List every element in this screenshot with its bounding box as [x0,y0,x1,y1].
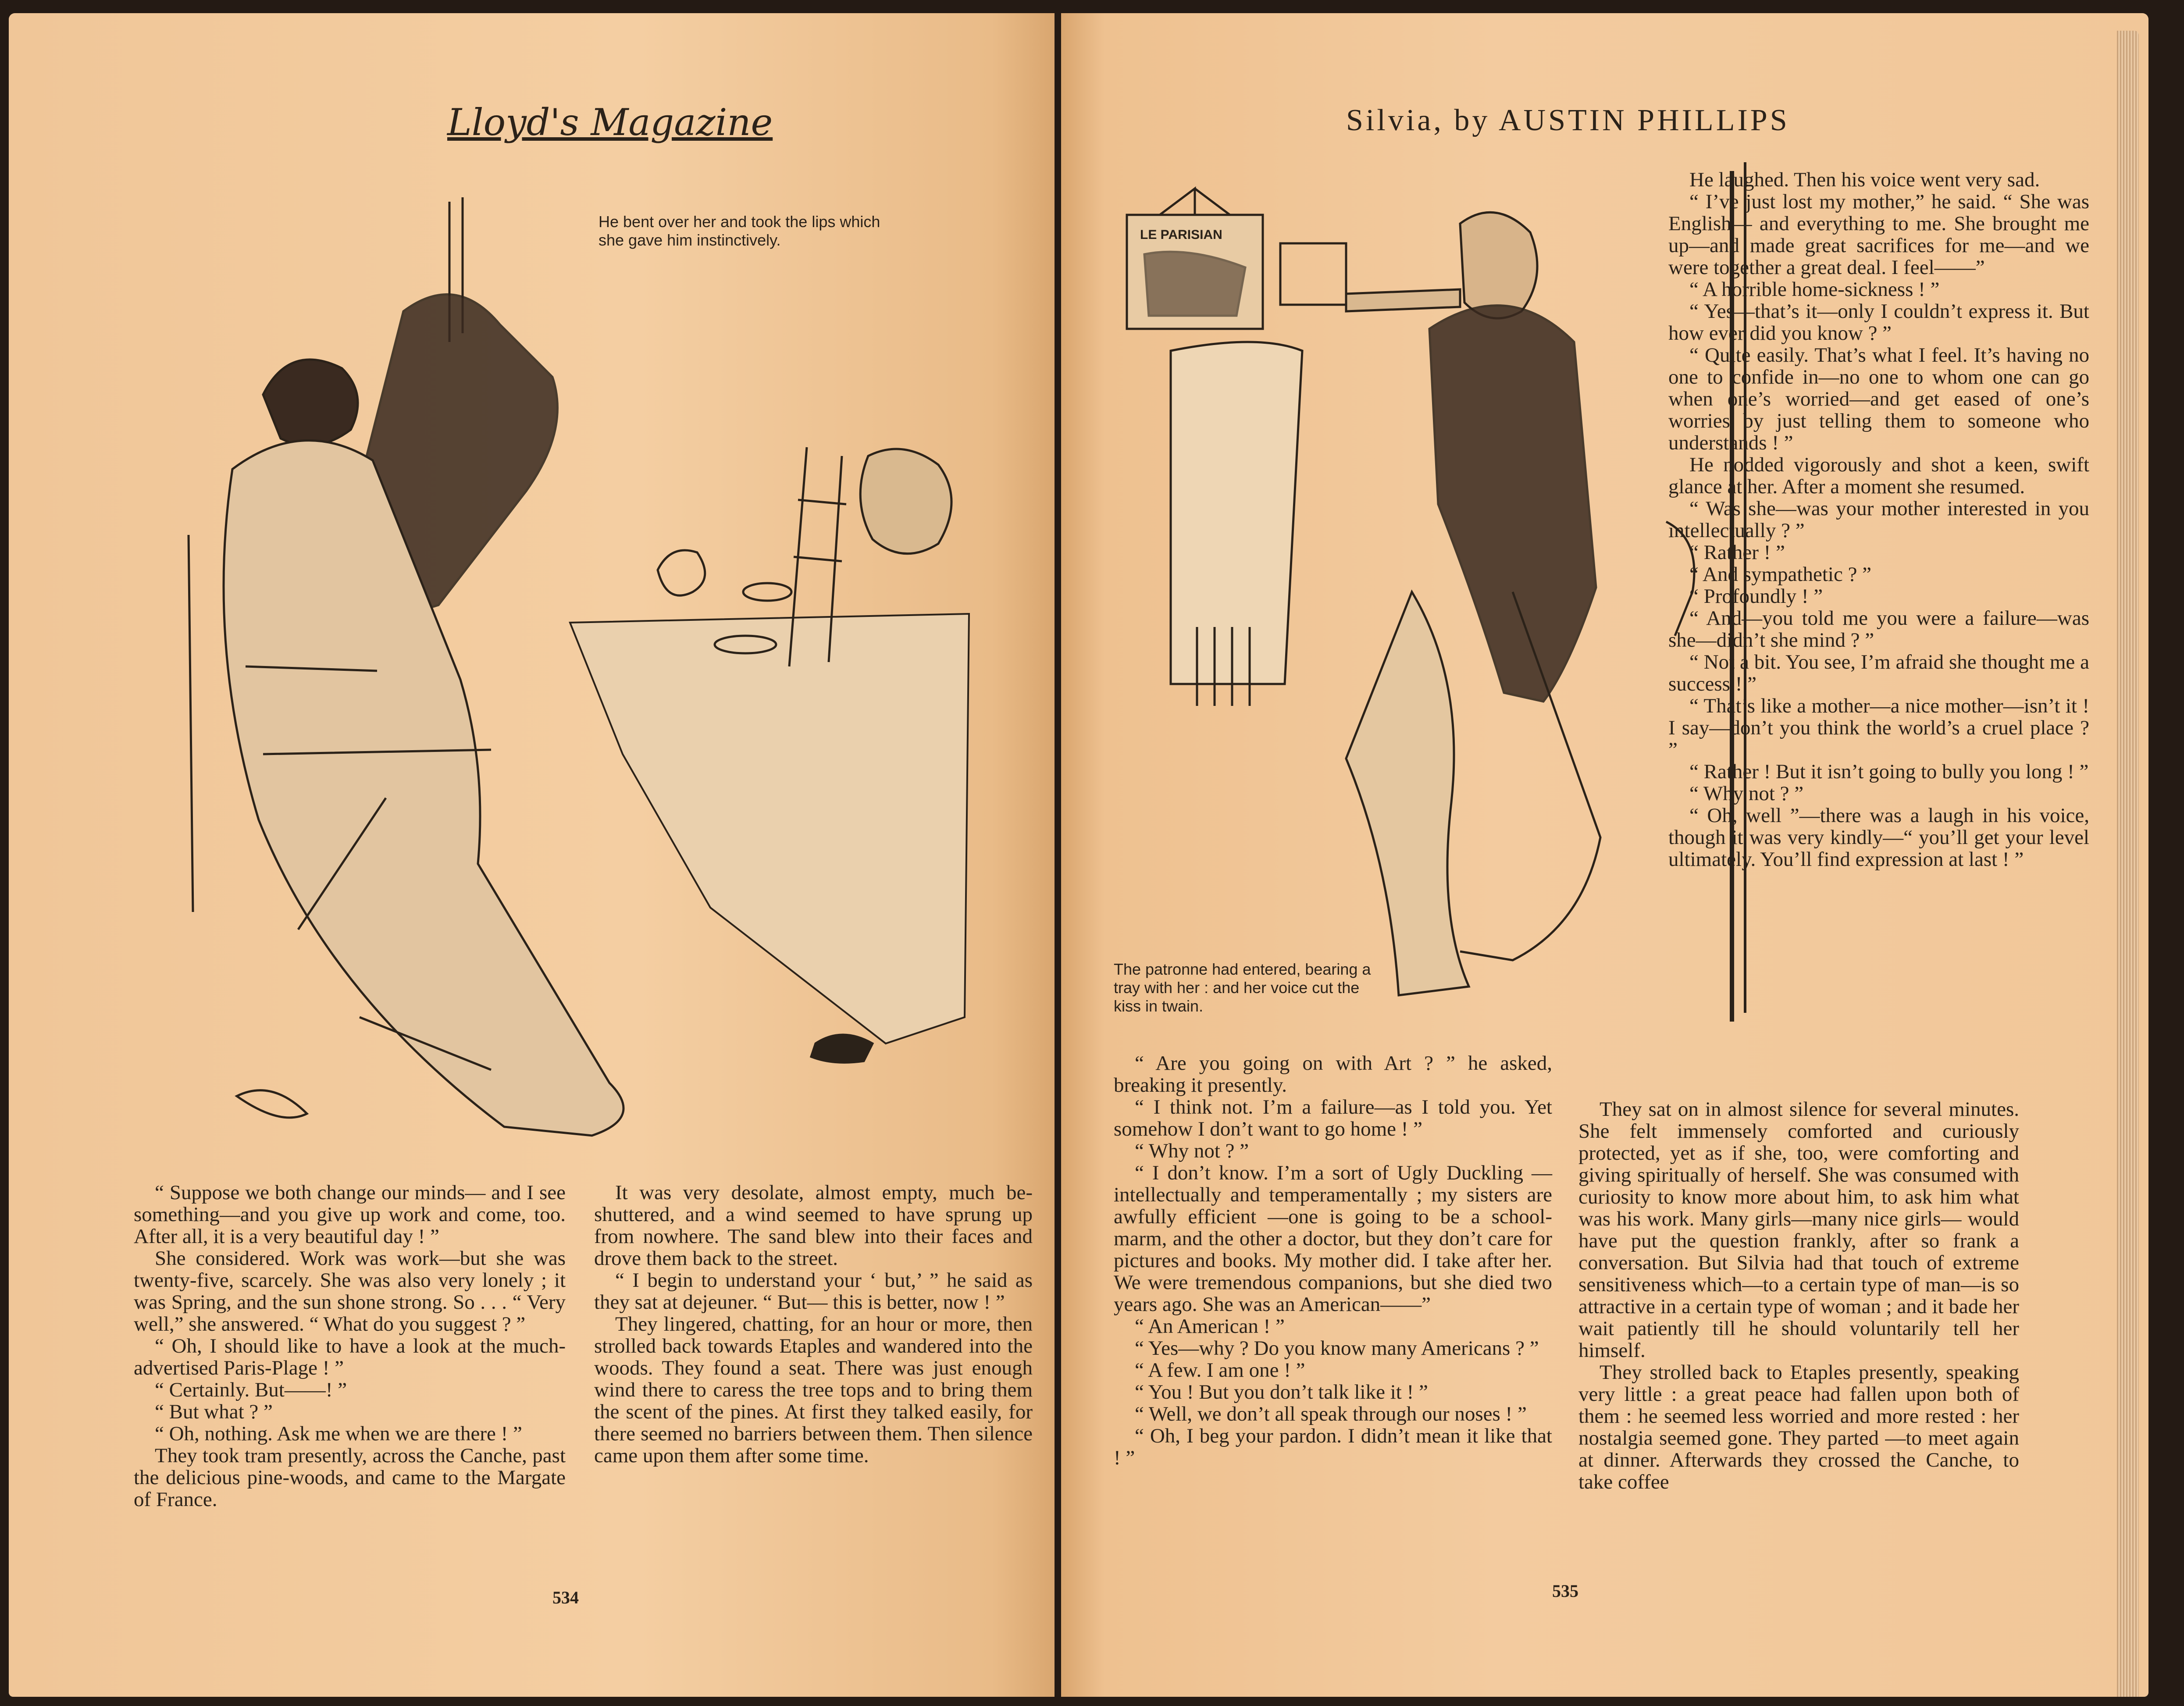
left-column-1 [134,1182,566,1510]
illustration-caption: He bent over her and took the lips which she gave him instinctively. [599,213,880,249]
paragraph: “ Yes—that’s it—only I couldn’t express it. But how ever did you know ? ” [1668,300,2089,345]
paragraph: “ I’ve just lost my mother,” he said. “ She was English— and everything to me. She brought me up—and made great sacrifices for me—and we were together a great deal. I feel——” [1668,190,2089,279]
paragraph: They took tram presently, across the Canche, past the delicious pine-woods, and came to the Margate of France. [134,1444,566,1511]
kiss-illustration [140,184,973,1162]
paragraph: “ Not a bit. You see, I’m afraid she thought me a success ! ” [1668,651,2089,695]
paragraph: “ An American ! ” [1135,1315,1285,1338]
paragraph: “ Yes—why ? Do you know many Americans ? ” [1135,1337,1539,1360]
paragraph: “ I don’t know. I’m a sort of Ugly Duckling — intellectually and temperamentally ; my sisters are awfully efficient —one is going to be a school-marm, and the other a doctor, but they don’t care for pictures and books. My mother did. I take after her. We were tremendous companions, but she died two years ago. She was an American——” [1114,1161,1552,1316]
paragraph: “ You ! But you don’t talk like it ! ” [1135,1381,1428,1403]
right-page [1061,13,2148,1697]
paragraph: “ And—you told me you were a failure—was she—didn’t she mind ? ” [1668,607,2089,652]
illustration-caption: The patronne had entered, bearing a tray with her : and her voice cut the kiss in twain. [1114,960,1371,1015]
magazine-title: Lloyd's Magazine [447,101,773,144]
paragraph: “ Are you going on with Art ? ” he asked, breaking it presently. [1114,1052,1552,1097]
paragraph: “ Suppose we both change our minds— and I see something—and you give up work and come, too. After all, it is a very beautiful day ! ” [134,1181,566,1248]
poster-sign-text: LE PARISIAN [1140,228,1222,242]
paragraph: “ That’s like a mother—a nice mother—isn’t it ! I say—don’t you think the world’s a cruel place ? ” [1668,695,2089,761]
paragraph: She considered. Work was work—but she was twenty-five, scarcely. She was also very lonely ; it was Spring, and the sun shone strong. So . . . “ Very well,” she answered. “ What do you suggest ? ” [134,1247,566,1336]
page-number: 535 [1552,1581,1578,1601]
left-column-2 [594,1182,1033,1467]
paragraph: “ I think not. I’m a failure—as I told you. Yet somehow I don’t want to go home ! ” [1114,1096,1552,1140]
paragraph: They sat on in almost silence for several minutes. She felt immensely comforted and curiously protected, yet as if she, too, were comforting and giving spiritually of herself. She was consumed with curiosity to know more about him, to ask him what was his work. Many girls—many nice girls— would have put the question frankly, after so frank a conversation. But Silvia had that touch of extreme sensitiveness which—to a certain type of man—is so attractive in a certain type of woman ; and it bade her wait patiently till he should voluntarily tell her himself. [1578,1098,2019,1362]
right-column-2 [1578,1098,2019,1493]
paragraph: “ I begin to understand your ‘ but,’ ” he said as they sat at dejeuner. “ But— this is better, now ! ” [594,1269,1033,1314]
paragraph: It was very desolate, almost empty, much be-shuttered, and a wind seemed to have sprung up from nowhere. The sand blew into their faces and drove them back to the street. [594,1181,1033,1270]
right-column-1 [1114,1052,1552,1469]
paragraph: “ Certainly. But——! ” [155,1378,347,1401]
paragraph: He laughed. Then his voice went very sad. [1689,168,2040,191]
paragraph: “ Oh, I should like to have a look at the much-advertised Paris-Plage ! ” [134,1335,566,1379]
paragraph: “ Was she—was your mother interested in you intellectually ? ” [1668,497,2089,542]
page-edges [2117,31,2139,1697]
paragraph: “ Why not ? ” [1135,1140,1249,1162]
paragraph: They lingered, chatting, for an hour or more, then strolled back towards Etaples and wandered into the woods. They found a seat. There was just enough wind there to caress the tree tops and to bring them the scent of the pines. At first they talked easily, for there seemed no barriers between them. Then silence came upon them after some time. [594,1313,1033,1467]
left-page [9,13,1055,1697]
paragraph: “ Oh, well ”—there was a laugh in his voice, though it was very kindly—“ you’ll get your level ultimately. You’ll find expression at last ! ” [1668,804,2089,871]
paragraph: “ Oh, I beg your pardon. I didn’t mean it like that ! ” [1114,1425,1552,1469]
paragraph: “ Why not ? ” [1689,782,1804,805]
page-number: 534 [552,1588,579,1607]
paragraph: They strolled back to Etaples presently, speaking very little : a great peace had fallen upon both of them : he seemed less worried and more rested : her nostalgia seemed gone. They parted —to meet again at dinner. Afterwards they crossed the Canche, to take coffee [1578,1361,2019,1493]
paragraph: “ Rather ! But it isn’t going to bully you long ! ” [1689,760,2089,783]
paragraph: “ Oh, nothing. Ask me when we are there ! ” [155,1422,522,1445]
paragraph: “ A horrible home-sickness ! ” [1689,278,1940,301]
paragraph: “ But what ? ” [155,1400,273,1423]
paragraph: “ Profoundly ! ” [1689,585,1823,608]
paragraph: He nodded vigorously and shot a keen, swift glance at her. After a moment she resumed. [1668,453,2089,498]
paragraph: “ And sympathetic ? ” [1689,563,1872,586]
paragraph: “ Well, we don’t all speak through our noses ! ” [1135,1403,1527,1425]
paragraph: “ A few. I am one ! ” [1135,1359,1305,1382]
running-head: Silvia, by AUSTIN PHILLIPS [1346,103,1790,137]
right-column-top [1668,169,2089,870]
paragraph: “ Quite easily. That’s what I feel. It’s having no one to confide in—no one to whom one can go when one’s worried—and get eased of one’s worries by just telling them to someone who understands ! ” [1668,344,2089,454]
paragraph: “ Rather ! ” [1689,541,1785,564]
